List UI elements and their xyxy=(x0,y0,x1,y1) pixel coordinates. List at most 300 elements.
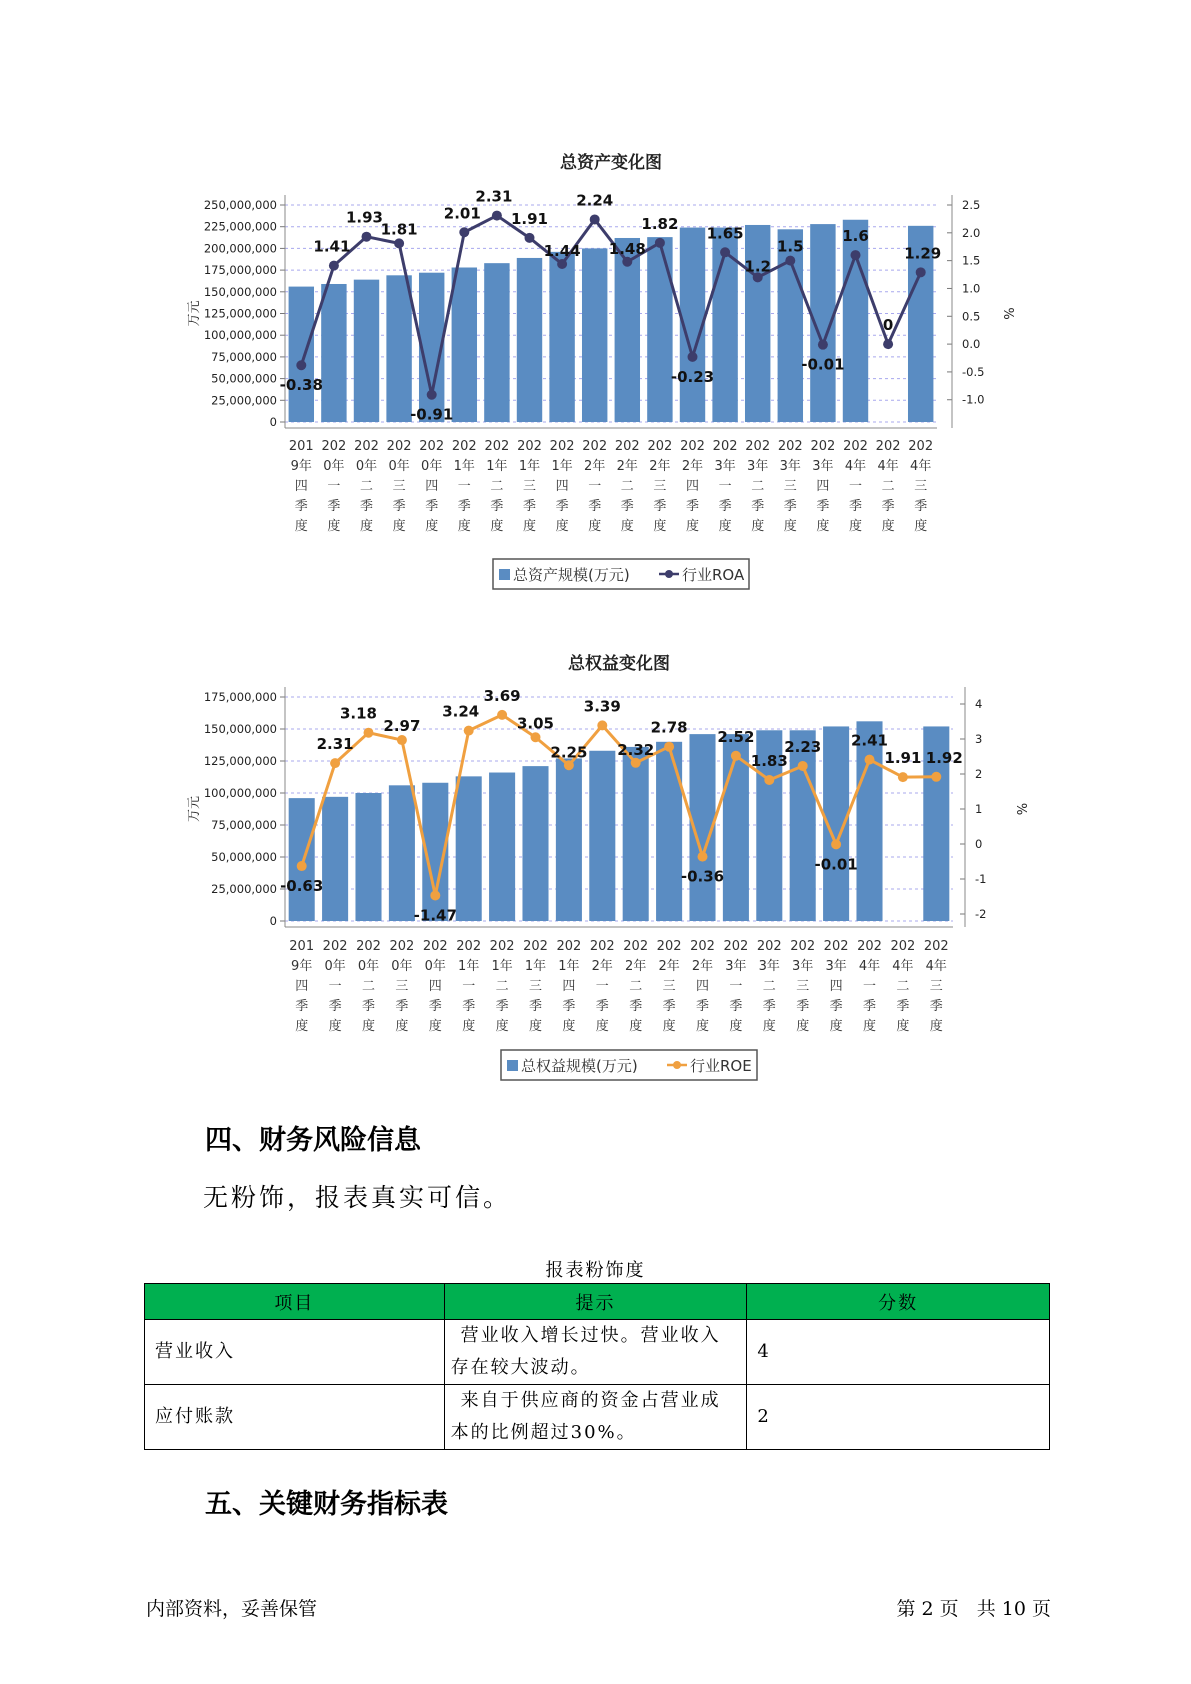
x-tick-label: 一 xyxy=(729,979,743,994)
x-tick-label: 202 xyxy=(517,439,542,454)
x-tick-label: 季 xyxy=(462,999,476,1014)
footer-page-number: 第 2 页 共 10 页 xyxy=(896,1598,1051,1620)
data-label: 3.69 xyxy=(483,686,521,705)
x-tick-label: 三 xyxy=(662,979,676,994)
x-tick-label: 二 xyxy=(495,979,509,994)
line-point xyxy=(394,238,404,248)
x-tick-label: 二 xyxy=(490,479,504,494)
x-tick-label: 2年 xyxy=(584,459,606,474)
x-tick-label: 度 xyxy=(428,1019,442,1034)
total-equity-chart xyxy=(0,640,1191,1100)
y-right-tick-label: -0.5 xyxy=(962,364,985,379)
y-left-tick-label: 0 xyxy=(269,415,277,429)
line-point xyxy=(397,735,407,745)
data-label: 2.23 xyxy=(784,737,822,756)
data-label: -0.01 xyxy=(814,855,858,874)
bar xyxy=(522,766,548,921)
bar xyxy=(589,751,615,921)
x-tick-label: 202 xyxy=(656,939,682,954)
x-tick-label: 季 xyxy=(495,999,509,1014)
x-tick-label: 1年 xyxy=(491,959,513,974)
x-tick-label: 季 xyxy=(914,499,928,514)
line-point xyxy=(865,755,875,765)
x-tick-label: 202 xyxy=(489,939,515,954)
x-tick-label: 4年 xyxy=(892,959,914,974)
x-tick-label: 季 xyxy=(395,999,409,1014)
x-tick-label: 度 xyxy=(457,519,471,534)
x-tick-label: 季 xyxy=(457,499,471,514)
line-point xyxy=(798,761,808,771)
x-tick-label: 202 xyxy=(419,439,445,454)
x-tick-label: 度 xyxy=(361,1019,376,1034)
x-tick-label: 度 xyxy=(718,519,732,534)
x-tick-label: 四 xyxy=(816,479,830,494)
x-tick-label: 0年 xyxy=(323,459,345,474)
y-right-tick-label: 3 xyxy=(975,732,983,746)
x-tick-label: 4年 xyxy=(877,459,899,474)
data-label: 1.93 xyxy=(345,208,384,227)
y-right-tick-label: 2.5 xyxy=(962,198,981,212)
y-right-tick-label: 0 xyxy=(975,837,983,851)
x-tick-label: 二 xyxy=(762,979,776,994)
x-tick-label: 一 xyxy=(328,979,342,994)
x-tick-label: 三 xyxy=(929,979,943,994)
y-right-axis-label: % xyxy=(1013,802,1028,816)
x-tick-label: 季 xyxy=(328,999,342,1014)
x-tick-label: 202 xyxy=(589,939,615,954)
data-label: 2.31 xyxy=(475,187,513,206)
data-label: 1.2 xyxy=(744,257,771,276)
x-tick-label: 季 xyxy=(929,999,943,1014)
data-label: 1.5 xyxy=(777,237,804,256)
x-tick-label: 季 xyxy=(522,499,537,514)
x-tick-label: 季 xyxy=(327,499,341,514)
legend-bar-swatch xyxy=(507,1060,518,1071)
x-tick-label: 202 xyxy=(647,439,673,454)
bar xyxy=(456,776,482,921)
y-left-tick-label: 25,000,000 xyxy=(211,882,277,896)
data-label: 1.83 xyxy=(750,751,788,770)
x-tick-label: 202 xyxy=(810,439,836,454)
x-tick-label: 一 xyxy=(588,479,602,494)
x-tick-label: 度 xyxy=(662,1019,676,1034)
bar xyxy=(556,758,582,921)
data-label: 1.29 xyxy=(904,244,942,263)
x-tick-label: 季 xyxy=(816,499,830,514)
line-point xyxy=(731,751,741,761)
line-point xyxy=(362,232,372,242)
header-item: 项目 xyxy=(145,1284,445,1320)
y-left-tick-label: 0 xyxy=(269,914,277,928)
line-point xyxy=(655,238,665,248)
x-tick-label: 202 xyxy=(422,939,448,954)
y-left-tick-label: 250,000,000 xyxy=(203,198,277,212)
row-score: 2 xyxy=(747,1385,1050,1450)
data-label: 2.78 xyxy=(650,718,688,737)
x-tick-label: 三 xyxy=(528,979,543,994)
data-label: 2.41 xyxy=(850,731,889,750)
x-tick-label: 季 xyxy=(555,499,569,514)
x-tick-label: 202 xyxy=(322,939,348,954)
x-tick-label: 季 xyxy=(428,999,442,1014)
x-tick-label: 季 xyxy=(295,999,309,1014)
x-tick-label: 202 xyxy=(843,439,868,454)
x-tick-label: 四 xyxy=(294,479,308,494)
table-caption: 报表粉饰度 xyxy=(545,1260,646,1281)
x-tick-label: 202 xyxy=(857,939,882,954)
x-tick-label: 3年 xyxy=(725,959,747,974)
legend-bar-label: 总资产规模(万元) xyxy=(513,566,630,584)
x-tick-label: 4年 xyxy=(844,459,867,474)
bar xyxy=(322,797,348,921)
x-tick-label: 二 xyxy=(629,979,643,994)
x-tick-label: 0年 xyxy=(355,459,378,474)
line-point xyxy=(764,775,774,785)
data-label: 3.05 xyxy=(516,714,555,733)
x-tick-label: 二 xyxy=(881,479,895,494)
x-tick-label: 季 xyxy=(653,499,667,514)
x-tick-label: 度 xyxy=(695,1019,710,1034)
legend-line-label: 行业ROA xyxy=(682,566,745,584)
x-tick-label: 三 xyxy=(395,979,409,994)
x-tick-label: 度 xyxy=(762,1019,776,1034)
line-point xyxy=(590,214,600,224)
x-tick-label: 一 xyxy=(327,479,341,494)
data-label: -0.38 xyxy=(279,376,323,395)
x-tick-label: 二 xyxy=(359,479,374,494)
risk-summary-text: 无粉饰，报表真实可信。 xyxy=(203,1183,512,1212)
data-label: 0 xyxy=(882,316,894,335)
x-tick-label: 季 xyxy=(848,499,863,514)
y-left-tick-label: 125,000,000 xyxy=(203,754,277,768)
line-point xyxy=(818,340,828,350)
x-tick-label: 度 xyxy=(629,1019,643,1034)
data-label: 2.52 xyxy=(717,727,755,746)
x-tick-label: 201 xyxy=(288,439,314,454)
y-right-tick-label: -1.0 xyxy=(962,392,985,407)
data-label: 1.81 xyxy=(380,220,418,239)
x-tick-label: 度 xyxy=(462,1019,476,1034)
line-point xyxy=(831,839,841,849)
row-score: 4 xyxy=(747,1320,1050,1385)
x-tick-label: 二 xyxy=(361,979,376,994)
data-label: 1.91 xyxy=(510,209,549,228)
x-tick-label: 202 xyxy=(890,939,916,954)
legend-line-label: 行业ROE xyxy=(690,1057,752,1075)
x-tick-label: 一 xyxy=(462,979,476,994)
data-label: -0.36 xyxy=(680,867,725,886)
x-tick-label: 202 xyxy=(690,939,715,954)
data-label: -1.47 xyxy=(413,906,457,925)
x-tick-label: 度 xyxy=(328,1019,342,1034)
x-tick-label: 202 xyxy=(614,439,640,454)
x-tick-label: 度 xyxy=(751,519,765,534)
y-right-axis-label: % xyxy=(1000,307,1015,320)
x-tick-label: 0年 xyxy=(424,959,446,974)
x-tick-label: 202 xyxy=(777,439,803,454)
line-point xyxy=(459,227,469,237)
line-point xyxy=(597,720,607,730)
x-tick-label: 度 xyxy=(392,519,406,534)
x-tick-label: 202 xyxy=(756,939,782,954)
x-tick-label: 季 xyxy=(695,999,710,1014)
x-tick-label: 度 xyxy=(528,1019,543,1034)
data-label: 2.32 xyxy=(617,740,655,759)
data-label: -0.91 xyxy=(410,405,454,424)
total-assets-chart xyxy=(0,140,1191,610)
bar xyxy=(623,747,649,921)
chart-title: 总资产变化图 xyxy=(560,153,662,173)
table-row xyxy=(145,1385,1050,1450)
y-left-tick-label: 150,000,000 xyxy=(203,722,277,736)
line-point xyxy=(688,352,698,362)
line-point xyxy=(631,758,641,768)
x-tick-label: 3年 xyxy=(812,459,834,474)
x-tick-label: 2年 xyxy=(691,959,714,974)
x-tick-label: 202 xyxy=(523,939,548,954)
line-point xyxy=(364,728,374,738)
y-right-tick-label: -2 xyxy=(975,907,987,921)
bar xyxy=(289,287,314,422)
x-tick-label: 202 xyxy=(712,439,738,454)
bar xyxy=(389,785,415,921)
chart-title: 总权益变化图 xyxy=(568,654,670,674)
x-tick-label: 度 xyxy=(395,1019,409,1034)
line-point xyxy=(564,760,574,770)
x-tick-label: 季 xyxy=(620,499,634,514)
x-tick-label: 度 xyxy=(881,519,895,534)
y-right-tick-label: 2 xyxy=(975,767,983,781)
x-tick-label: 度 xyxy=(327,519,341,534)
x-tick-label: 三 xyxy=(914,479,928,494)
x-tick-label: 一 xyxy=(595,979,609,994)
x-tick-label: 0年 xyxy=(357,959,380,974)
x-tick-label: 202 xyxy=(582,439,608,454)
x-tick-label: 二 xyxy=(620,479,634,494)
x-tick-label: 度 xyxy=(295,1019,309,1034)
bar xyxy=(452,267,477,422)
x-tick-label: 四 xyxy=(695,979,710,994)
x-tick-label: 一 xyxy=(862,979,877,994)
x-tick-label: 0年 xyxy=(388,459,410,474)
x-tick-label: 四 xyxy=(555,479,569,494)
y-left-tick-label: 50,000,000 xyxy=(211,371,277,386)
legend-bar-label: 总权益规模(万元) xyxy=(521,1057,638,1075)
line-point xyxy=(464,726,474,736)
data-label: 1.6 xyxy=(842,227,869,246)
x-tick-label: 3年 xyxy=(792,959,814,974)
y-left-tick-label: 100,000,000 xyxy=(203,328,277,343)
bar xyxy=(386,275,411,422)
data-label: 1.48 xyxy=(608,239,646,258)
x-tick-label: 202 xyxy=(723,939,749,954)
x-tick-label: 三 xyxy=(796,979,810,994)
x-tick-label: 201 xyxy=(289,939,315,954)
y-left-axis-label: 万元 xyxy=(187,300,202,327)
x-tick-label: 一 xyxy=(848,479,863,494)
x-tick-label: 季 xyxy=(751,499,765,514)
x-tick-label: 2年 xyxy=(681,459,704,474)
x-tick-label: 季 xyxy=(588,499,602,514)
legend-line-marker xyxy=(665,570,673,578)
x-tick-label: 2年 xyxy=(625,959,647,974)
bar xyxy=(484,263,509,422)
x-tick-label: 0年 xyxy=(391,959,413,974)
line-point xyxy=(698,852,708,862)
y-right-tick-label: -1 xyxy=(975,872,987,886)
x-tick-label: 季 xyxy=(881,499,895,514)
x-tick-label: 3年 xyxy=(779,459,801,474)
y-left-tick-label: 225,000,000 xyxy=(203,219,277,234)
bar xyxy=(582,248,607,422)
x-tick-label: 202 xyxy=(549,439,575,454)
x-tick-label: 202 xyxy=(745,439,771,454)
line-point xyxy=(883,339,893,349)
x-tick-label: 202 xyxy=(356,939,381,954)
x-tick-label: 0年 xyxy=(421,459,443,474)
x-tick-label: 季 xyxy=(729,999,743,1014)
x-tick-label: 三 xyxy=(392,479,406,494)
x-tick-label: 202 xyxy=(484,439,510,454)
line-point xyxy=(297,861,307,871)
x-tick-label: 度 xyxy=(522,519,537,534)
x-tick-label: 度 xyxy=(562,1019,576,1034)
x-tick-label: 度 xyxy=(848,519,863,534)
header-hint: 提示 xyxy=(444,1284,747,1320)
x-tick-label: 三 xyxy=(783,479,797,494)
line-point xyxy=(531,732,541,742)
x-tick-label: 2年 xyxy=(616,459,638,474)
data-label: 1.65 xyxy=(706,224,744,243)
x-tick-label: 1年 xyxy=(551,459,573,474)
line-point xyxy=(330,758,340,768)
x-tick-label: 季 xyxy=(595,999,609,1014)
x-tick-label: 202 xyxy=(908,439,934,454)
y-left-tick-label: 150,000,000 xyxy=(203,284,277,299)
data-label: 3.24 xyxy=(442,702,480,721)
x-tick-label: 度 xyxy=(555,519,569,534)
row-hint: 营业收入增长过快。营业收入存在较大波动。 xyxy=(444,1320,747,1385)
x-tick-label: 度 xyxy=(653,519,667,534)
x-tick-label: 202 xyxy=(823,939,849,954)
row-item: 营业收入 xyxy=(145,1320,445,1385)
x-tick-label: 202 xyxy=(875,439,901,454)
y-left-tick-label: 75,000,000 xyxy=(211,349,277,364)
x-tick-label: 3年 xyxy=(714,459,736,474)
line-point xyxy=(329,261,339,271)
x-tick-label: 202 xyxy=(354,439,379,454)
line-point xyxy=(851,250,861,260)
data-label: -0.63 xyxy=(280,877,324,896)
x-tick-label: 三 xyxy=(653,479,667,494)
y-right-tick-label: 0.0 xyxy=(962,337,981,352)
y-right-tick-label: 4 xyxy=(975,697,983,711)
x-tick-label: 202 xyxy=(556,939,582,954)
data-label: 2.25 xyxy=(550,743,588,762)
y-right-tick-label: 1.5 xyxy=(962,253,981,268)
x-tick-label: 季 xyxy=(685,499,700,514)
y-right-tick-label: 0.5 xyxy=(962,309,981,324)
data-label: -0.01 xyxy=(801,355,845,374)
line-point xyxy=(427,390,437,400)
x-tick-label: 度 xyxy=(495,1019,509,1034)
y-right-tick-label: 1 xyxy=(975,802,983,816)
y-left-axis-label: 万元 xyxy=(187,795,202,823)
x-tick-label: 4年 xyxy=(910,459,932,474)
x-tick-label: 四 xyxy=(428,979,442,994)
bar xyxy=(790,730,816,921)
line-point xyxy=(430,890,440,900)
bar xyxy=(355,793,381,921)
x-tick-label: 度 xyxy=(929,1019,943,1034)
x-tick-label: 二 xyxy=(896,979,910,994)
y-right-tick-label: 1.0 xyxy=(962,281,981,296)
line-point xyxy=(785,256,795,266)
data-label: 3.18 xyxy=(339,704,378,723)
x-tick-label: 3年 xyxy=(825,959,847,974)
x-tick-label: 0年 xyxy=(324,959,346,974)
x-tick-label: 202 xyxy=(623,939,649,954)
x-tick-label: 度 xyxy=(783,519,797,534)
row-hint: 来自于供应商的资金占营业成本的比例超过30%。 xyxy=(444,1385,747,1450)
bar xyxy=(745,225,770,422)
x-tick-label: 度 xyxy=(588,519,602,534)
x-tick-label: 202 xyxy=(389,939,415,954)
bar xyxy=(517,258,542,422)
bar xyxy=(354,280,379,422)
x-tick-label: 202 xyxy=(321,439,347,454)
y-right-tick-label: 2.0 xyxy=(962,225,981,240)
x-tick-label: 度 xyxy=(816,519,830,534)
x-tick-label: 202 xyxy=(790,939,816,954)
x-tick-label: 四 xyxy=(425,479,439,494)
x-tick-label: 季 xyxy=(392,499,406,514)
line-point xyxy=(622,257,632,267)
x-tick-label: 202 xyxy=(386,439,412,454)
x-tick-label: 季 xyxy=(718,499,732,514)
x-tick-label: 三 xyxy=(522,479,537,494)
y-left-tick-label: 200,000,000 xyxy=(203,241,277,256)
x-tick-label: 4年 xyxy=(925,959,947,974)
x-tick-label: 度 xyxy=(294,519,308,534)
data-label: 2.24 xyxy=(576,191,614,210)
x-tick-label: 度 xyxy=(796,1019,810,1034)
x-tick-label: 季 xyxy=(796,999,810,1014)
x-tick-label: 度 xyxy=(914,519,928,534)
x-tick-label: 季 xyxy=(896,999,910,1014)
x-tick-label: 季 xyxy=(829,999,843,1014)
x-tick-label: 度 xyxy=(862,1019,877,1034)
bar xyxy=(549,252,574,422)
bar xyxy=(289,798,315,921)
data-label: 1.44 xyxy=(543,241,581,260)
x-tick-label: 1年 xyxy=(558,959,580,974)
data-label: 3.39 xyxy=(583,697,621,716)
x-tick-label: 四 xyxy=(295,979,309,994)
x-tick-label: 1年 xyxy=(453,459,475,474)
data-label: 1.91 xyxy=(884,749,922,768)
y-left-tick-label: 125,000,000 xyxy=(203,306,277,321)
x-tick-label: 度 xyxy=(829,1019,843,1034)
x-tick-label: 季 xyxy=(528,999,543,1014)
x-tick-label: 202 xyxy=(451,439,477,454)
line-point xyxy=(931,772,941,782)
bar xyxy=(489,773,515,921)
x-tick-label: 2年 xyxy=(658,959,680,974)
bar xyxy=(656,742,682,921)
x-tick-label: 1年 xyxy=(524,959,547,974)
x-tick-label: 度 xyxy=(620,519,634,534)
